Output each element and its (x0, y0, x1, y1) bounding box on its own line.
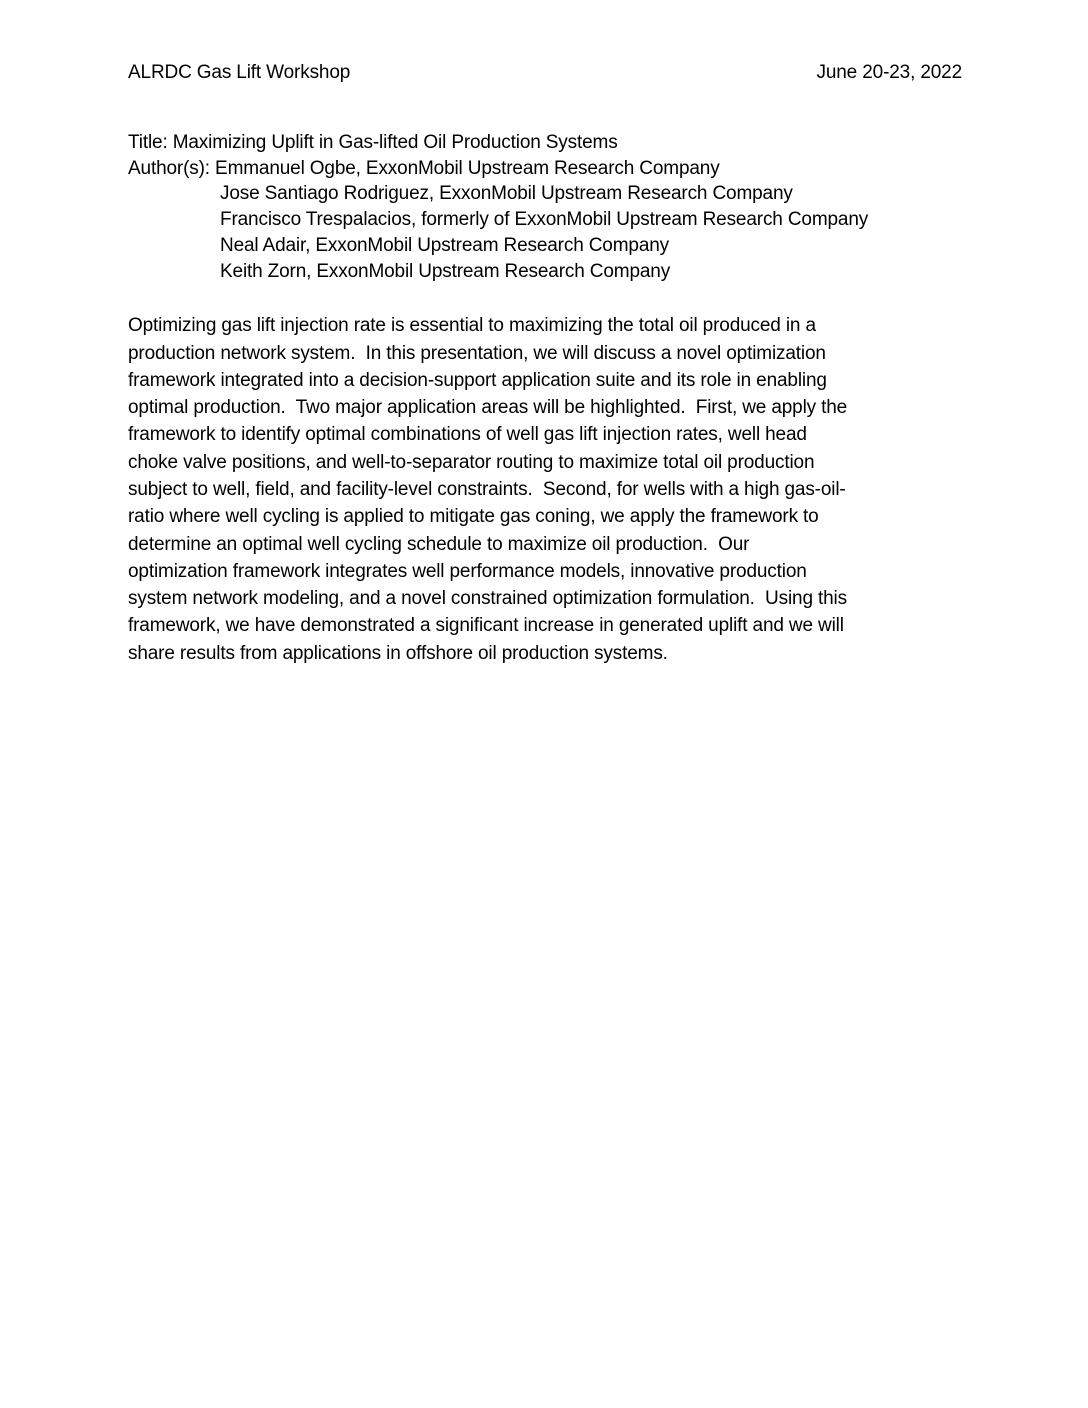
abstract-line: production network system. In this presentation, we will discuss a novel optimization (128, 342, 826, 364)
title-author-block (128, 130, 962, 284)
header-dates: June 20-23, 2022 (816, 62, 962, 83)
author-line: Jose Santiago Rodriguez, ExxonMobil Upstream Research Company (220, 183, 793, 205)
abstract-line: Optimizing gas lift injection rate is essential to maximizing the total oil produced in a (128, 315, 816, 337)
page-header (128, 62, 962, 83)
abstract-line: ratio where well cycling is applied to mitigate gas coning, we apply the framework to (128, 506, 819, 528)
abstract-paragraph (128, 312, 962, 667)
abstract-line: subject to well, field, and facility-level constraints. Second, for wells with a high gas-oil- (128, 479, 846, 500)
author-line: Neal Adair, ExxonMobil Upstream Research Company (220, 234, 670, 256)
abstract-line: system network modeling, and a novel constrained optimization formulation. Using this (128, 588, 847, 610)
header-workshop-name: ALRDC Gas Lift Workshop (128, 62, 351, 83)
abstract-line: share results from applications in offshore oil production systems. (128, 642, 668, 664)
abstract-line: framework, we have demonstrated a significant increase in generated uplift and we will (128, 615, 844, 637)
abstract-line: optimization framework integrates well performance models, innovative production (128, 560, 807, 582)
authors-first-line: Author(s): Emmanuel Ogbe, ExxonMobil Upstream Research Company (128, 157, 720, 179)
abstract-line: framework to identify optimal combinations of well gas lift injection rates, well head (128, 424, 807, 446)
author-line: Francisco Trespalacios, formerly of ExxonMobil Upstream Research Company (220, 209, 869, 231)
abstract-line: determine an optimal well cycling schedule to maximize oil production. Our (128, 533, 750, 555)
abstract-line: optimal production. Two major application areas will be highlighted. First, we apply the (128, 397, 848, 419)
abstract-line: framework integrated into a decision-support application suite and its role in enabling (128, 369, 827, 391)
document-title-line: Title: Maximizing Uplift in Gas-lifted Oil Production Systems (128, 132, 618, 153)
abstract-line: choke valve positions, and well-to-separator routing to maximize total oil production (128, 451, 815, 473)
additional-authors-list (128, 181, 962, 284)
author-line: Keith Zorn, ExxonMobil Upstream Research Company (220, 260, 671, 282)
